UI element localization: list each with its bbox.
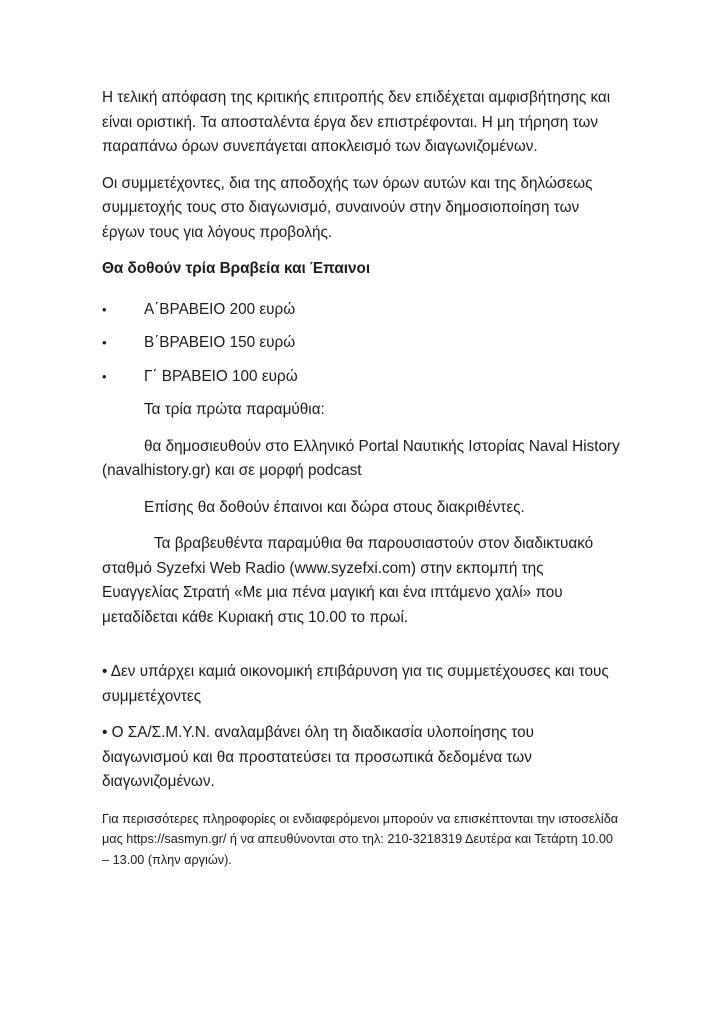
prize-item-label: Γ΄ ΒΡΑΒΕΙΟ 100 ευρώ [144, 367, 298, 385]
prize-item-third [102, 365, 623, 390]
bullet-marker: • [102, 368, 107, 384]
prize-list [102, 298, 623, 390]
paragraph-publication: θα δημοσιευθούν στο Ελληνικό Portal Ναυτικής Ιστορίας Naval History (navalhistory.gr) και σε μορφή podcast [102, 437, 620, 479]
paragraph-honors: Επίσης θα δοθούν έπαινοι και δώρα στους διακριθέντες. [144, 498, 525, 516]
bullet-marker: • [102, 301, 107, 317]
prize-item-label: Α΄ΒΡΑΒΕΙΟ 200 ευρώ [144, 300, 296, 318]
paragraph-no-cost: • Δεν υπάρχει καμιά οικονομική επιβάρυνση για τις συμμετέχουσες και τους συμμετέχοντες [102, 663, 609, 705]
prize-item-first [102, 298, 623, 323]
heading-prizes: Θα δοθούν τρία Βραβεία και Έπαινοι [102, 260, 371, 277]
paragraph-organizer-responsibility: • Ο ΣΑ/Σ.Μ.Υ.Ν. αναλαμβάνει όλη τη διαδικασία υλοποίησης του διαγωνισμού και θα προστατεύσει τα προσωπικά δεδομένα των διαγωνιζομένων. [102, 724, 534, 790]
prize-item-second [102, 331, 623, 356]
prize-item-label: Β΄ΒΡΑΒΕΙΟ 150 ευρώ [144, 334, 296, 351]
paragraph-final-decision: Η τελική απόφαση της κριτικής επιτροπής δεν επιδέχεται αμφισβήτησης και είναι οριστική. Τα αποσταλέντα έργα δεν επιστρέφονται. Η μη τήρηση των παραπάνω όρων συνεπάγεται αποκλεισμό των διαγωνιζομένων. [102, 89, 611, 155]
bullet-marker: • [102, 335, 107, 350]
paragraph-radio-presentation: Τα βραβευθέντα παραμύθια θα παρουσιαστούν στον διαδικτυακό σταθμό Syzefxi Web Radio (www.syzefxi.com) στην εκπομπή της Ευαγγελίας Στρατή «Με μια πένα μαγική και ένα ιπτάμενο χαλί» που μεταδίδεται κάθε Κυριακή στις 10.00 το πρωί. [102, 535, 594, 626]
paragraph-participants-consent: Οι συμμετέχοντες, δια της αποδοχής των όρων αυτών και της δηλώσεως συμμετοχής τους στο διαγωνισμό, συναινούν στην δημοσιοποίηση των έργων τους για λόγους προβολής. [102, 174, 593, 241]
footer-contact-info: Για περισσότερες πληροφορίες οι ενδιαφερόμενοι μπορούν να επισκέπτονται την ιστοσελίδα μας https://sasmyn.gr/ ή να απευθύνονται στο τηλ: 210-3218319 Δευτέρα και Τετάρτη 10.00 – 13.00 (πλην αργιών). [102, 811, 619, 867]
paragraph-first-three-tales: Τα τρία πρώτα παραμύθια: [144, 401, 325, 418]
